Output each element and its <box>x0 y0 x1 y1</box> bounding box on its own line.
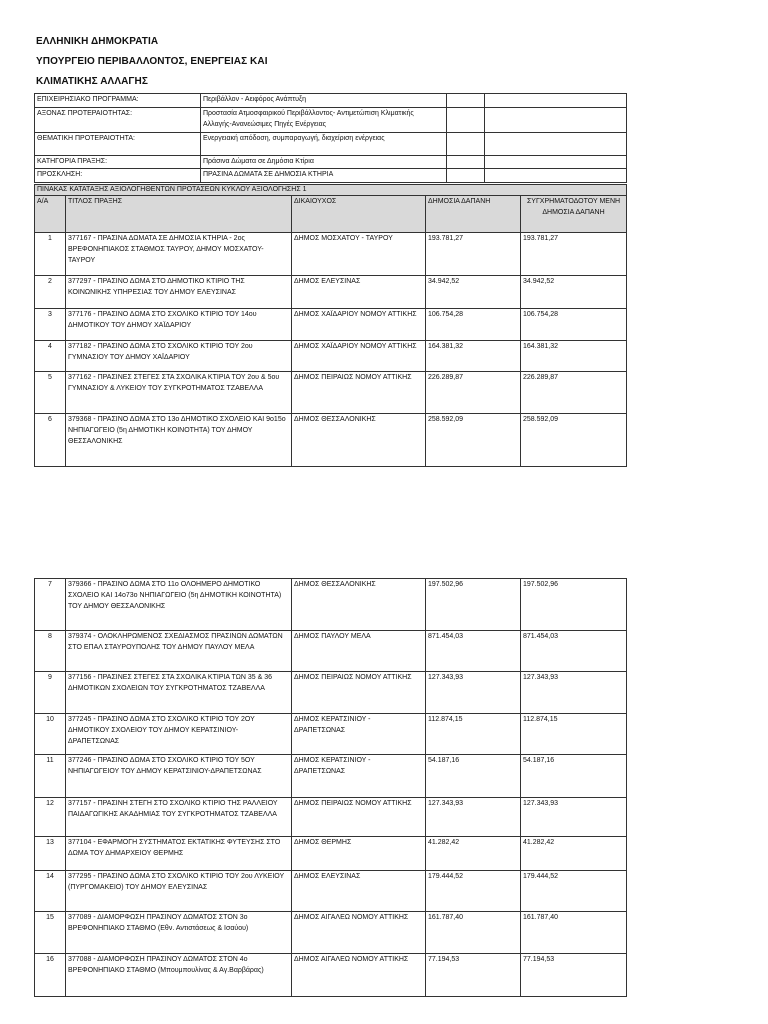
row-beneficiary: ΔΗΜΟΣ ΧΑΪΔΑΡΙΟΥ ΝΟΜΟΥ ΑΤΤΙΚΗΣ <box>292 341 426 372</box>
meta-value: Προστασία Ατμοσφαιρικού Περιβάλλοντος- Αντιμετώπιση Κλιματικής Αλλαγής-Ανανεώσιμες Πηγές Ενέργειας <box>201 107 447 132</box>
row-number: 2 <box>35 276 66 309</box>
row-number: 6 <box>35 414 66 467</box>
meta-row <box>35 155 627 169</box>
document-header <box>36 36 268 87</box>
row-cofunded-expense: 164.381,32 <box>521 341 627 372</box>
table-row <box>35 798 627 837</box>
table-row <box>35 954 627 997</box>
row-cofunded-expense: 112.874,15 <box>521 714 627 755</box>
meta-label: ΕΠΙΧΕΙΡΗΣΙΑΚΟ ΠΡΟΓΡΑΜΜΑ: <box>35 94 201 108</box>
row-title: 377088 - ΔΙΑΜΟΡΦΩΣΗ ΠΡΑΣΙΝΟΥ ΔΩΜΑΤΟΣ ΣΤΟΝ 4ο ΒΡΕΦΟΝΗΠΙΑΚΟ ΣΤΑΘΜΟ (Μπουμπουλίνας & Αγ.Βαρβάρας) <box>66 954 292 997</box>
table-row <box>35 309 627 341</box>
row-beneficiary: ΔΗΜΟΣ ΠΕΙΡΑΙΩΣ ΝΟΜΟΥ ΑΤΤΙΚΗΣ <box>292 798 426 837</box>
table-row <box>35 714 627 755</box>
row-title: 377297 - ΠΡΑΣΙΝΟ ΔΩΜΑ ΣΤΟ ΔΗΜΟΤΙΚΟ ΚΤΙΡΙΟ ΤΗΣ ΚΟΙΝΩΝΙΚΗΣ ΥΠΗΡΕΣΙΑΣ ΤΟΥ ΔΗΜΟΥ ΕΛΕΥΣΙΝΑΣ <box>66 276 292 309</box>
meta-row <box>35 107 627 132</box>
ranking-table <box>34 184 627 467</box>
row-beneficiary: ΔΗΜΟΣ ΧΑΪΔΑΡΙΟΥ ΝΟΜΟΥ ΑΤΤΙΚΗΣ <box>292 309 426 341</box>
row-cofunded-expense: 77.194,53 <box>521 954 627 997</box>
row-beneficiary: ΔΗΜΟΣ ΑΙΓΑΛΕΩ ΝΟΜΟΥ ΑΤΤΙΚΗΣ <box>292 912 426 954</box>
row-beneficiary: ΔΗΜΟΣ ΘΕΣΣΑΛΟΝΙΚΗΣ <box>292 579 426 631</box>
meta-label: ΠΡΟΣΚΛΗΣΗ: <box>35 169 201 183</box>
row-title: 379366 - ΠΡΑΣΙΝΟ ΔΩΜΑ ΣΤΟ 11ο ΟΛΟΗΜΕΡΟ ΔΗΜΟΤΙΚΟ ΣΧΟΛΕΙΟ ΚΑΙ 14ο73ο ΝΗΠΙΑΓΩΓΕΙΟ (5η ΔΗΜΟΤΙΚΗ ΚΟΙΝΟΤΗΤΑ) ΤΟΥ ΔΗΜΟΥ ΘΕΣΣΑΛΟΝΙΚΗΣ <box>66 579 292 631</box>
row-cofunded-expense: 226.289,87 <box>521 372 627 414</box>
row-public-expense: 34.942,52 <box>426 276 521 309</box>
row-public-expense: 112.874,15 <box>426 714 521 755</box>
row-title: 379368 - ΠΡΑΣΙΝΟ ΔΩΜΑ ΣΤΟ 13ο ΔΗΜΟΤΙΚΟ ΣΧΟΛΕΙΟ ΚΑΙ 9ο15ο ΝΗΠΙΑΓΩΓΕΙΟ (5η ΔΗΜΟΤΙΚΗ ΚΟΙΝΟΤΗΤΑ) ΤΟΥ ΔΗΜΟΥ ΘΕΣΣΑΛΟΝΙΚΗΣ <box>66 414 292 467</box>
table-caption: ΠΙΝΑΚΑΣ ΚΑΤΑΤΑΞΗΣ ΑΞΙΟΛΟΓΗΘΕΝΤΩΝ ΠΡΟΤΑΣΕΩΝ ΚΥΚΛΟΥ ΑΞΙΟΛΟΓΗΣΗΣ 1 <box>35 185 627 196</box>
table-row <box>35 341 627 372</box>
row-cofunded-expense: 127.343,93 <box>521 798 627 837</box>
table-row <box>35 372 627 414</box>
row-title: 377162 - ΠΡΑΣΙΝΕΣ ΣΤΕΓΕΣ ΣΤΑ ΣΧΟΛΙΚΑ ΚΤΙΡΙΑ ΤΟΥ 2ου & 5ου ΓΥΜΝΑΣΙΟΥ & ΛΥΚΕΙΟΥ ΤΟΥ ΣΥΓΚΡΟΤΗΜΑΤΟΣ ΤΖΑΒΕΛΛΑ <box>66 372 292 414</box>
program-info-table <box>34 93 627 183</box>
header-state: ΕΛΛΗΝΙΚΗ ΔΗΜΟΚΡΑΤΙΑ <box>36 36 159 47</box>
row-cofunded-expense: 34.942,52 <box>521 276 627 309</box>
row-cofunded-expense: 258.592,09 <box>521 414 627 467</box>
row-number: 8 <box>35 631 66 672</box>
row-number: 12 <box>35 798 66 837</box>
row-beneficiary: ΔΗΜΟΣ ΚΕΡΑΤΣΙΝΙΟΥ - ΔΡΑΠΕΤΣΩΝΑΣ <box>292 714 426 755</box>
col-header-title: ΤΙΤΛΟΣ ΠΡΑΞΗΣ <box>66 196 292 233</box>
row-beneficiary: ΔΗΜΟΣ ΑΙΓΑΛΕΩ ΝΟΜΟΥ ΑΤΤΙΚΗΣ <box>292 954 426 997</box>
row-cofunded-expense: 871.454,03 <box>521 631 627 672</box>
row-beneficiary: ΔΗΜΟΣ ΕΛΕΥΣΙΝΑΣ <box>292 871 426 912</box>
meta-value: Ενεργειακή απόδοση, συμπαραγωγή, διαχείριση ενέργειας <box>201 132 447 155</box>
row-beneficiary: ΔΗΜΟΣ ΕΛΕΥΣΙΝΑΣ <box>292 276 426 309</box>
row-title: 377156 - ΠΡΑΣΙΝΕΣ ΣΤΕΓΕΣ ΣΤΑ ΣΧΟΛΙΚΑ ΚΤΙΡΙΑ ΤΩΝ 35 & 36 ΔΗΜΟΤΙΚΩΝ ΣΧΟΛΕΙΩΝ ΤΟΥ ΣΥΓΚΡΟΤΗΜΑΤΟΣ ΤΖΑΒΕΛΛΑ <box>66 672 292 714</box>
row-public-expense: 127.343,93 <box>426 798 521 837</box>
meta-row <box>35 94 627 108</box>
row-number: 11 <box>35 755 66 798</box>
row-number: 14 <box>35 871 66 912</box>
col-header-cofunded-expense: ΣΥΓΧΡΗΜΑΤΟΔΟΤΟΥ ΜΕΝΗ ΔΗΜΟΣΙΑ ΔΑΠΑΝΗ <box>521 196 627 233</box>
row-title: 377246 - ΠΡΑΣΙΝΟ ΔΩΜΑ ΣΤΟ ΣΧΟΛΙΚΟ ΚΤΙΡΙΟ ΤΟΥ 5ΟΥ ΝΗΠΙΑΓΩΓΕΙΟΥ ΤΟΥ ΔΗΜΟΥ ΚΕΡΑΤΣΙΝΙΟΥ-ΔΡΑΠΕΤΣΩΝΑΣ <box>66 755 292 798</box>
row-public-expense: 179.444,52 <box>426 871 521 912</box>
meta-label: ΑΞΟΝΑΣ ΠΡΟΤΕΡΑΙΟΤΗΤΑΣ: <box>35 107 201 132</box>
table-row <box>35 912 627 954</box>
row-title: 377167 - ΠΡΑΣΙΝΑ ΔΩΜΑΤΑ ΣΕ ΔΗΜΟΣΙΑ ΚΤΗΡΙΑ - 2ος ΒΡΕΦΟΝΗΠΙΑΚΟΣ ΣΤΑΘΜΟΣ ΤΑΥΡΟΥ, ΔΗΜΟΥ ΜΟΣΧΑΤΟΥ-ΤΑΥΡΟΥ <box>66 233 292 276</box>
row-beneficiary: ΔΗΜΟΣ ΜΟΣΧΑΤΟΥ - ΤΑΥΡΟΥ <box>292 233 426 276</box>
table-header-row <box>35 196 627 233</box>
col-header-beneficiary: ΔΙΚΑΙΟΥΧΟΣ <box>292 196 426 233</box>
row-title: 377295 - ΠΡΑΣΙΝΟ ΔΩΜΑ ΣΤΟ ΣΧΟΛΙΚΟ ΚΤΙΡΙΟ ΤΟΥ 2ου ΛΥΚΕΙΟΥ (ΠΥΡΓΟΜΑΚΕΙΟ) ΤΟΥ ΔΗΜΟΥ ΕΛΕΥΣΙΝΑΣ <box>66 871 292 912</box>
table-row <box>35 276 627 309</box>
row-number: 10 <box>35 714 66 755</box>
meta-row <box>35 132 627 155</box>
table-row <box>35 837 627 871</box>
row-public-expense: 193.781,27 <box>426 233 521 276</box>
row-cofunded-expense: 179.444,52 <box>521 871 627 912</box>
table-row <box>35 755 627 798</box>
row-number: 4 <box>35 341 66 372</box>
row-public-expense: 258.592,09 <box>426 414 521 467</box>
meta-value: Περιβάλλον - Αειφόρος Ανάπτυξη <box>201 94 447 108</box>
row-public-expense: 197.502,96 <box>426 579 521 631</box>
row-cofunded-expense: 54.187,16 <box>521 755 627 798</box>
row-title: 377104 - ΕΦΑΡΜΟΓΗ ΣΥΣΤΗΜΑΤΟΣ ΕΚΤΑΤΙΚΗΣ ΦΥΤΕΥΣΗΣ ΣΤΟ ΔΩΜΑ ΤΟΥ ΔΗΜΑΡΧΕΙΟΥ ΘΕΡΜΗΣ <box>66 837 292 871</box>
row-title: 377089 - ΔΙΑΜΟΡΦΩΣΗ ΠΡΑΣΙΝΟΥ ΔΩΜΑΤΟΣ ΣΤΟΝ 3ο ΒΡΕΦΟΝΗΠΙΑΚΟ ΣΤΑΘΜΟ (Εθν. Αντιστάσεως & Ισαύου) <box>66 912 292 954</box>
row-cofunded-expense: 127.343,93 <box>521 672 627 714</box>
table-caption-row <box>35 185 627 196</box>
row-title: 377176 - ΠΡΑΣΙΝΟ ΔΩΜΑ ΣΤΟ ΣΧΟΛΙΚΟ ΚΤΙΡΙΟ ΤΟΥ 14ου ΔΗΜΟΤΙΚΟΥ ΤΟΥ ΔΗΜΟΥ ΧΑΪΔΑΡΙΟΥ <box>66 309 292 341</box>
row-number: 13 <box>35 837 66 871</box>
row-title: 379374 - ΟΛΟΚΛΗΡΩΜΕΝΟΣ ΣΧΕΔΙΑΣΜΟΣ ΠΡΑΣΙΝΩΝ ΔΩΜΑΤΩΝ ΣΤΟ ΕΠΑΛ ΣΤΑΥΡΟΥΠΟΛΗΣ ΤΟΥ ΔΗΜΟΥ ΠΑΥΛΟΥ ΜΕΛΑ <box>66 631 292 672</box>
row-public-expense: 106.754,28 <box>426 309 521 341</box>
row-title: 377157 - ΠΡΑΣΙΝΗ ΣΤΕΓΗ ΣΤΟ ΣΧΟΛΙΚΟ ΚΤΙΡΙΟ ΤΗΣ ΡΑΛΛΕΙΟΥ ΠΑΙΔΑΓΩΓΙΚΗΣ ΑΚΑΔΗΜΙΑΣ ΤΟΥ ΣΥΓΚΡΟΤΗΜΑΤΟΣ ΤΖΑΒΕΛΛΑ <box>66 798 292 837</box>
header-ministry-cont: ΚΛΙΜΑΤΙΚΗΣ ΑΛΛΑΓΗΣ <box>36 76 148 87</box>
row-beneficiary: ΔΗΜΟΣ ΚΕΡΑΤΣΙΝΙΟΥ - ΔΡΑΠΕΤΣΩΝΑΣ <box>292 755 426 798</box>
row-cofunded-expense: 41.282,42 <box>521 837 627 871</box>
row-public-expense: 226.289,87 <box>426 372 521 414</box>
col-header-public-expense: ΔΗΜΟΣΙΑ ΔΑΠΑΝΗ <box>426 196 521 233</box>
ranking-table-continued <box>34 578 627 997</box>
table-row <box>35 631 627 672</box>
row-public-expense: 871.454,03 <box>426 631 521 672</box>
row-number: 16 <box>35 954 66 997</box>
row-number: 9 <box>35 672 66 714</box>
meta-row <box>35 169 627 183</box>
meta-value: Πράσινα Δώματα σε Δημόσια Κτίρια <box>201 155 447 169</box>
meta-label: ΚΑΤΗΓΟΡΙΑ ΠΡΑΞΗΣ: <box>35 155 201 169</box>
col-header-aa: Α/Α <box>35 196 66 233</box>
row-beneficiary: ΔΗΜΟΣ ΠΕΙΡΑΙΩΣ ΝΟΜΟΥ ΑΤΤΙΚΗΣ <box>292 372 426 414</box>
table-row <box>35 672 627 714</box>
row-title: 377182 - ΠΡΑΣΙΝΟ ΔΩΜΑ ΣΤΟ ΣΧΟΛΙΚΟ ΚΤΙΡΙΟ ΤΟΥ 2ου ΓΥΜΝΑΣΙΟΥ ΤΟΥ ΔΗΜΟΥ ΧΑΪΔΑΡΙΟΥ <box>66 341 292 372</box>
row-public-expense: 161.787,40 <box>426 912 521 954</box>
table-row <box>35 579 627 631</box>
row-public-expense: 77.194,53 <box>426 954 521 997</box>
row-public-expense: 41.282,42 <box>426 837 521 871</box>
row-title: 377245 - ΠΡΑΣΙΝΟ ΔΩΜΑ ΣΤΟ ΣΧΟΛΙΚΟ ΚΤΙΡΙΟ ΤΟΥ 2ΟΥ ΔΗΜΟΤΙΚΟΥ ΣΧΟΛΕΙΟΥ ΤΟΥ ΔΗΜΟΥ ΚΕΡΑΤΣΙΝΙΟΥ-ΔΡΑΠΕΤΣΩΝΑΣ <box>66 714 292 755</box>
row-number: 1 <box>35 233 66 276</box>
table-row <box>35 414 627 467</box>
row-number: 5 <box>35 372 66 414</box>
row-cofunded-expense: 193.781,27 <box>521 233 627 276</box>
row-beneficiary: ΔΗΜΟΣ ΠΑΥΛΟΥ ΜΕΛΑ <box>292 631 426 672</box>
row-cofunded-expense: 197.502,96 <box>521 579 627 631</box>
row-cofunded-expense: 161.787,40 <box>521 912 627 954</box>
row-public-expense: 164.381,32 <box>426 341 521 372</box>
row-beneficiary: ΔΗΜΟΣ ΘΕΡΜΗΣ <box>292 837 426 871</box>
header-ministry: ΥΠΟΥΡΓΕΙΟ ΠΕΡΙΒΑΛΛΟΝΤΟΣ, ΕΝΕΡΓΕΙΑΣ ΚΑΙ <box>36 56 268 67</box>
row-number: 3 <box>35 309 66 341</box>
row-cofunded-expense: 106.754,28 <box>521 309 627 341</box>
table-row <box>35 871 627 912</box>
row-number: 7 <box>35 579 66 631</box>
row-public-expense: 127.343,93 <box>426 672 521 714</box>
table-row <box>35 233 627 276</box>
meta-value: ΠΡΑΣΙΝΑ ΔΩΜΑΤΑ ΣΕ ΔΗΜΟΣΙΑ ΚΤΗΡΙΑ <box>201 169 447 183</box>
row-beneficiary: ΔΗΜΟΣ ΘΕΣΣΑΛΟΝΙΚΗΣ <box>292 414 426 467</box>
meta-label: ΘΕΜΑΤΙΚΗ ΠΡΟΤΕΡΑΙΟΤΗΤΑ: <box>35 132 201 155</box>
row-public-expense: 54.187,16 <box>426 755 521 798</box>
row-number: 15 <box>35 912 66 954</box>
row-beneficiary: ΔΗΜΟΣ ΠΕΙΡΑΙΩΣ ΝΟΜΟΥ ΑΤΤΙΚΗΣ <box>292 672 426 714</box>
